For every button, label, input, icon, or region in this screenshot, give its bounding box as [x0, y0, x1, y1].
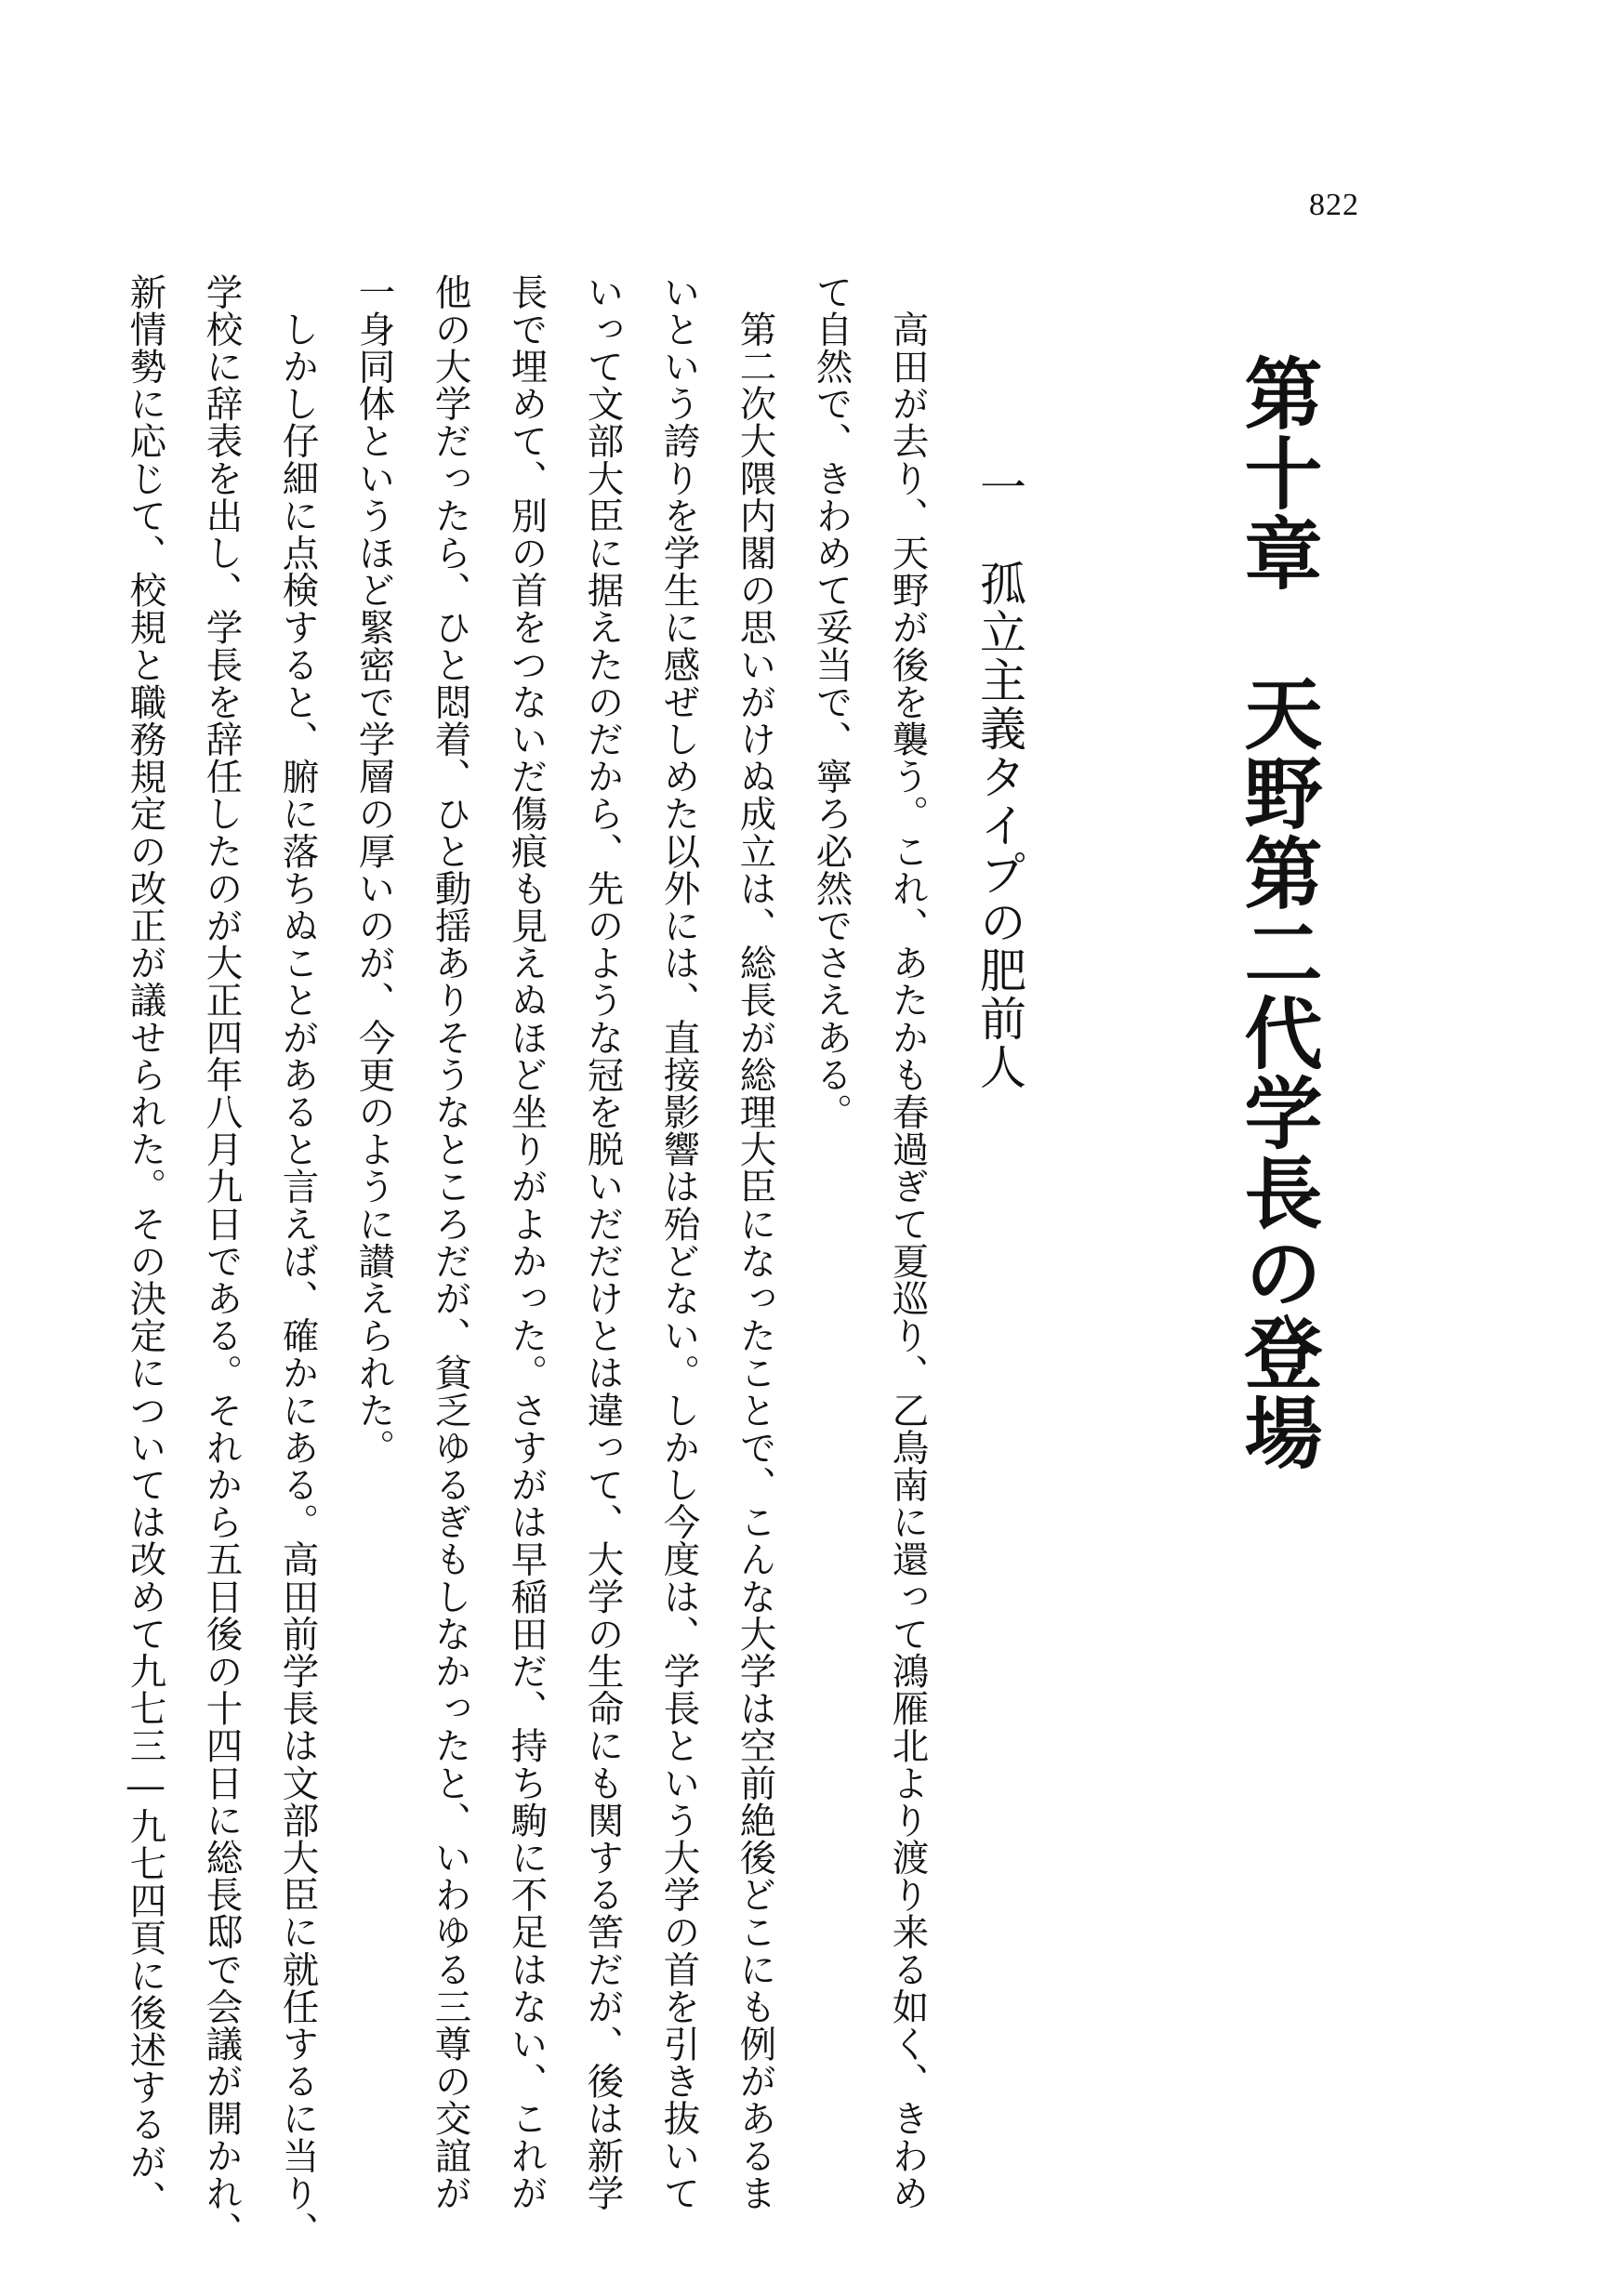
chapter-title: 第十章 天野第二代学長の登場: [1232, 353, 1324, 1472]
body-line: て自然で、きわめて妥当で、寧ろ必然でさえある。: [810, 273, 853, 1131]
body-line: 学校に辞表を出し、学長を辞任したのが大正四年八月九日である。それから五日後の十四日に総長邸で会議が開かれ、: [200, 273, 244, 2250]
body-line: 長で埋めて、別の首をつないだ傷痕も見えぬほど坐りがよかった。さすがは早稲田だ、持ち駒に不足はない、これが: [505, 273, 549, 2212]
page-number: 822: [1309, 188, 1359, 222]
body-line: 新情勢に応じて、校規と職務規定の改正が議せられた。その決定については改めて九七三―九七四頁に後述するが、: [124, 273, 167, 2218]
body-line: 第二次大隈内閣の思いがけぬ成立は、総長が総理大臣になったことで、こんな大学は空前絶後どこにも例があるま: [734, 273, 777, 2212]
body-line: いって文部大臣に据えたのだから、先のような冠を脱いだだけとは違って、大学の生命にも関する筈だが、後は新学: [581, 273, 625, 2212]
body-line: しかし仔細に点検すると、腑に落ちぬことがあると言えば、確かにある。高田前学長は文部大臣に就任するに当り、: [276, 273, 320, 2250]
body-line: 他の大学だったら、ひと悶着、ひと動揺ありそうなところだが、貧乏ゆるぎもしなかったと、いわゆる三尊の交誼が: [429, 273, 472, 2212]
body-line: 一身同体というほど緊密で学層の厚いのが、今更のように讃えられた。: [352, 273, 396, 1467]
body-line: 高田が去り、天野が後を襲う。これ、あたかも春過ぎて夏巡り、乙鳥南に還って鴻雁北より渡り来る如く、きわめ: [886, 273, 930, 2212]
body-line: いという誇りを学生に感ぜしめた以外には、直接影響は殆どない。しかし今度は、学長という大学の首を引き抜いて: [657, 273, 701, 2212]
section-title: 一 孤立主義タイプの肥前人: [972, 463, 1026, 1091]
